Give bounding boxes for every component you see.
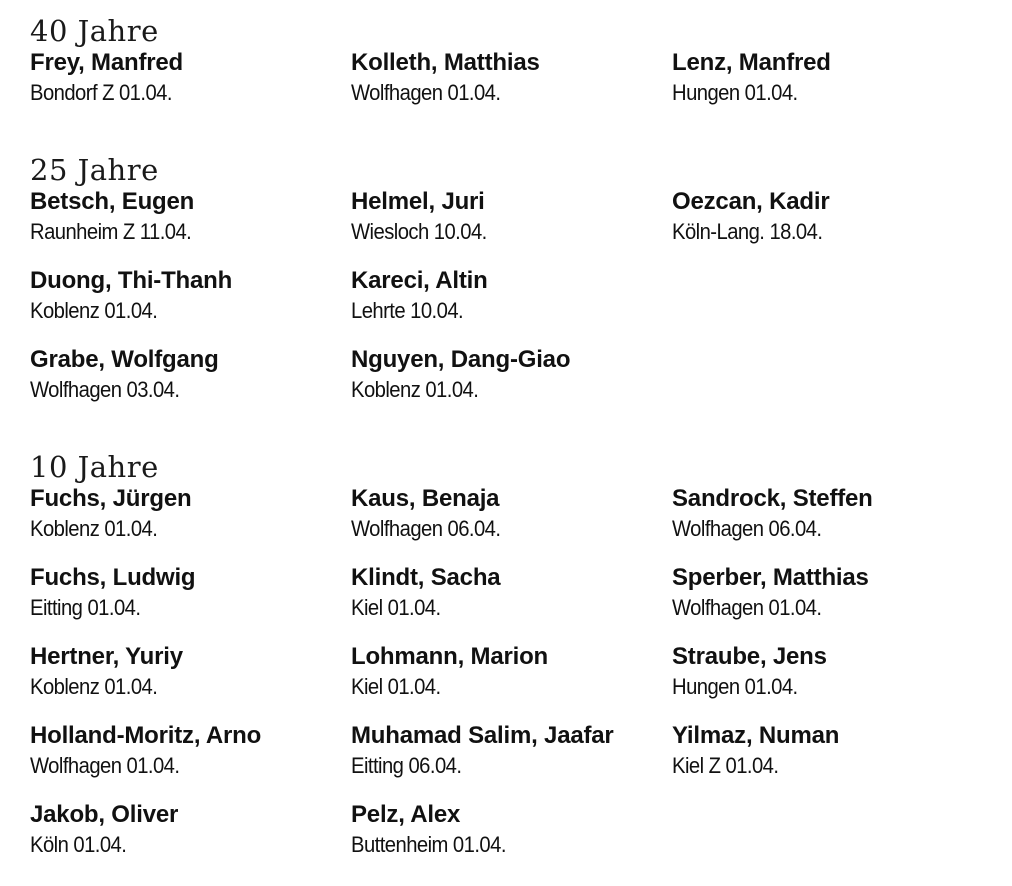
employee-name: Jakob, Oliver xyxy=(30,801,179,828)
employee-name: Grabe, Wolfgang xyxy=(30,346,219,373)
employee-name: Helmel, Juri xyxy=(351,188,485,215)
list-item xyxy=(351,800,672,879)
location-date: Bondorf Z 01.04. xyxy=(30,80,172,105)
list-item xyxy=(30,563,351,642)
list-item xyxy=(672,721,972,800)
section-title: 10 Jahre xyxy=(30,450,159,484)
employee-name: Duong, Thi-Thanh xyxy=(30,267,233,294)
location-date: Raunheim Z 11.04. xyxy=(30,219,192,244)
location-date: Kiel 01.04. xyxy=(351,674,441,699)
employee-name: Frey, Manfred xyxy=(30,49,183,76)
entry-grid xyxy=(30,484,972,879)
section-title: 40 Jahre xyxy=(30,14,159,48)
list-item xyxy=(30,345,351,424)
list-item xyxy=(30,721,351,800)
employee-name: Klindt, Sacha xyxy=(351,564,501,591)
employee-name: Betsch, Eugen xyxy=(30,188,195,215)
employee-name: Straube, Jens xyxy=(672,643,827,670)
location-date: Koblenz 01.04. xyxy=(351,377,479,402)
list-item xyxy=(351,721,672,800)
location-date: Köln 01.04. xyxy=(30,832,127,857)
list-item xyxy=(351,266,672,345)
list-item xyxy=(672,484,972,563)
location-date: Buttenheim 01.04. xyxy=(351,832,506,857)
employee-name: Nguyen, Dang-Giao xyxy=(351,346,571,373)
section-10-jahre xyxy=(30,450,972,879)
location-date: Koblenz 01.04. xyxy=(30,298,158,323)
section-40-jahre xyxy=(30,14,972,127)
employee-name: Sandrock, Steffen xyxy=(672,485,873,512)
list-item xyxy=(30,800,351,879)
list-item xyxy=(30,187,351,266)
employee-name: Pelz, Alex xyxy=(351,801,461,828)
employee-name: Oezcan, Kadir xyxy=(672,188,830,215)
location-date: Wolfhagen 06.04. xyxy=(672,516,822,541)
list-item xyxy=(30,48,351,127)
location-date: Koblenz 01.04. xyxy=(30,674,158,699)
employee-name: Kaus, Benaja xyxy=(351,485,500,512)
employee-name: Muhamad Salim, Jaafar xyxy=(351,722,614,749)
list-item xyxy=(351,187,672,266)
list-item xyxy=(672,563,972,642)
employee-name: Sperber, Matthias xyxy=(672,564,869,591)
location-date: Eitting 01.04. xyxy=(30,595,141,620)
list-item xyxy=(30,484,351,563)
employee-name: Holland-Moritz, Arno xyxy=(30,722,262,749)
location-date: Köln-Lang. 18.04. xyxy=(672,219,823,244)
location-date: Wolfhagen 03.04. xyxy=(30,377,180,402)
list-item xyxy=(351,563,672,642)
location-date: Hungen 01.04. xyxy=(672,80,798,105)
section-title: 25 Jahre xyxy=(30,153,159,187)
employee-name: Kolleth, Matthias xyxy=(351,49,540,76)
employee-name: Yilmaz, Numan xyxy=(672,722,840,749)
employee-name: Fuchs, Ludwig xyxy=(30,564,196,591)
location-date: Kiel Z 01.04. xyxy=(672,753,779,778)
employee-name: Fuchs, Jürgen xyxy=(30,485,192,512)
location-date: Eitting 06.04. xyxy=(351,753,462,778)
entry-grid xyxy=(30,48,972,127)
employee-name: Lohmann, Marion xyxy=(351,643,548,670)
list-item xyxy=(351,484,672,563)
list-item xyxy=(351,642,672,721)
location-date: Hungen 01.04. xyxy=(672,674,798,699)
location-date: Wiesloch 10.04. xyxy=(351,219,487,244)
employee-name: Kareci, Altin xyxy=(351,267,488,294)
employee-name: Lenz, Manfred xyxy=(672,49,831,76)
list-item xyxy=(672,48,972,127)
employee-name: Hertner, Yuriy xyxy=(30,643,183,670)
location-date: Wolfhagen 06.04. xyxy=(351,516,501,541)
list-item xyxy=(30,642,351,721)
location-date: Wolfhagen 01.04. xyxy=(672,595,822,620)
location-date: Wolfhagen 01.04. xyxy=(30,753,180,778)
section-25-jahre xyxy=(30,153,972,424)
location-date: Lehrte 10.04. xyxy=(351,298,464,323)
list-item xyxy=(672,187,972,266)
empty-cell xyxy=(672,266,972,345)
location-date: Koblenz 01.04. xyxy=(30,516,158,541)
list-item xyxy=(351,345,672,424)
location-date: Wolfhagen 01.04. xyxy=(351,80,501,105)
list-item xyxy=(672,642,972,721)
list-item xyxy=(30,266,351,345)
list-item xyxy=(351,48,672,127)
entry-grid xyxy=(30,187,972,424)
location-date: Kiel 01.04. xyxy=(351,595,441,620)
